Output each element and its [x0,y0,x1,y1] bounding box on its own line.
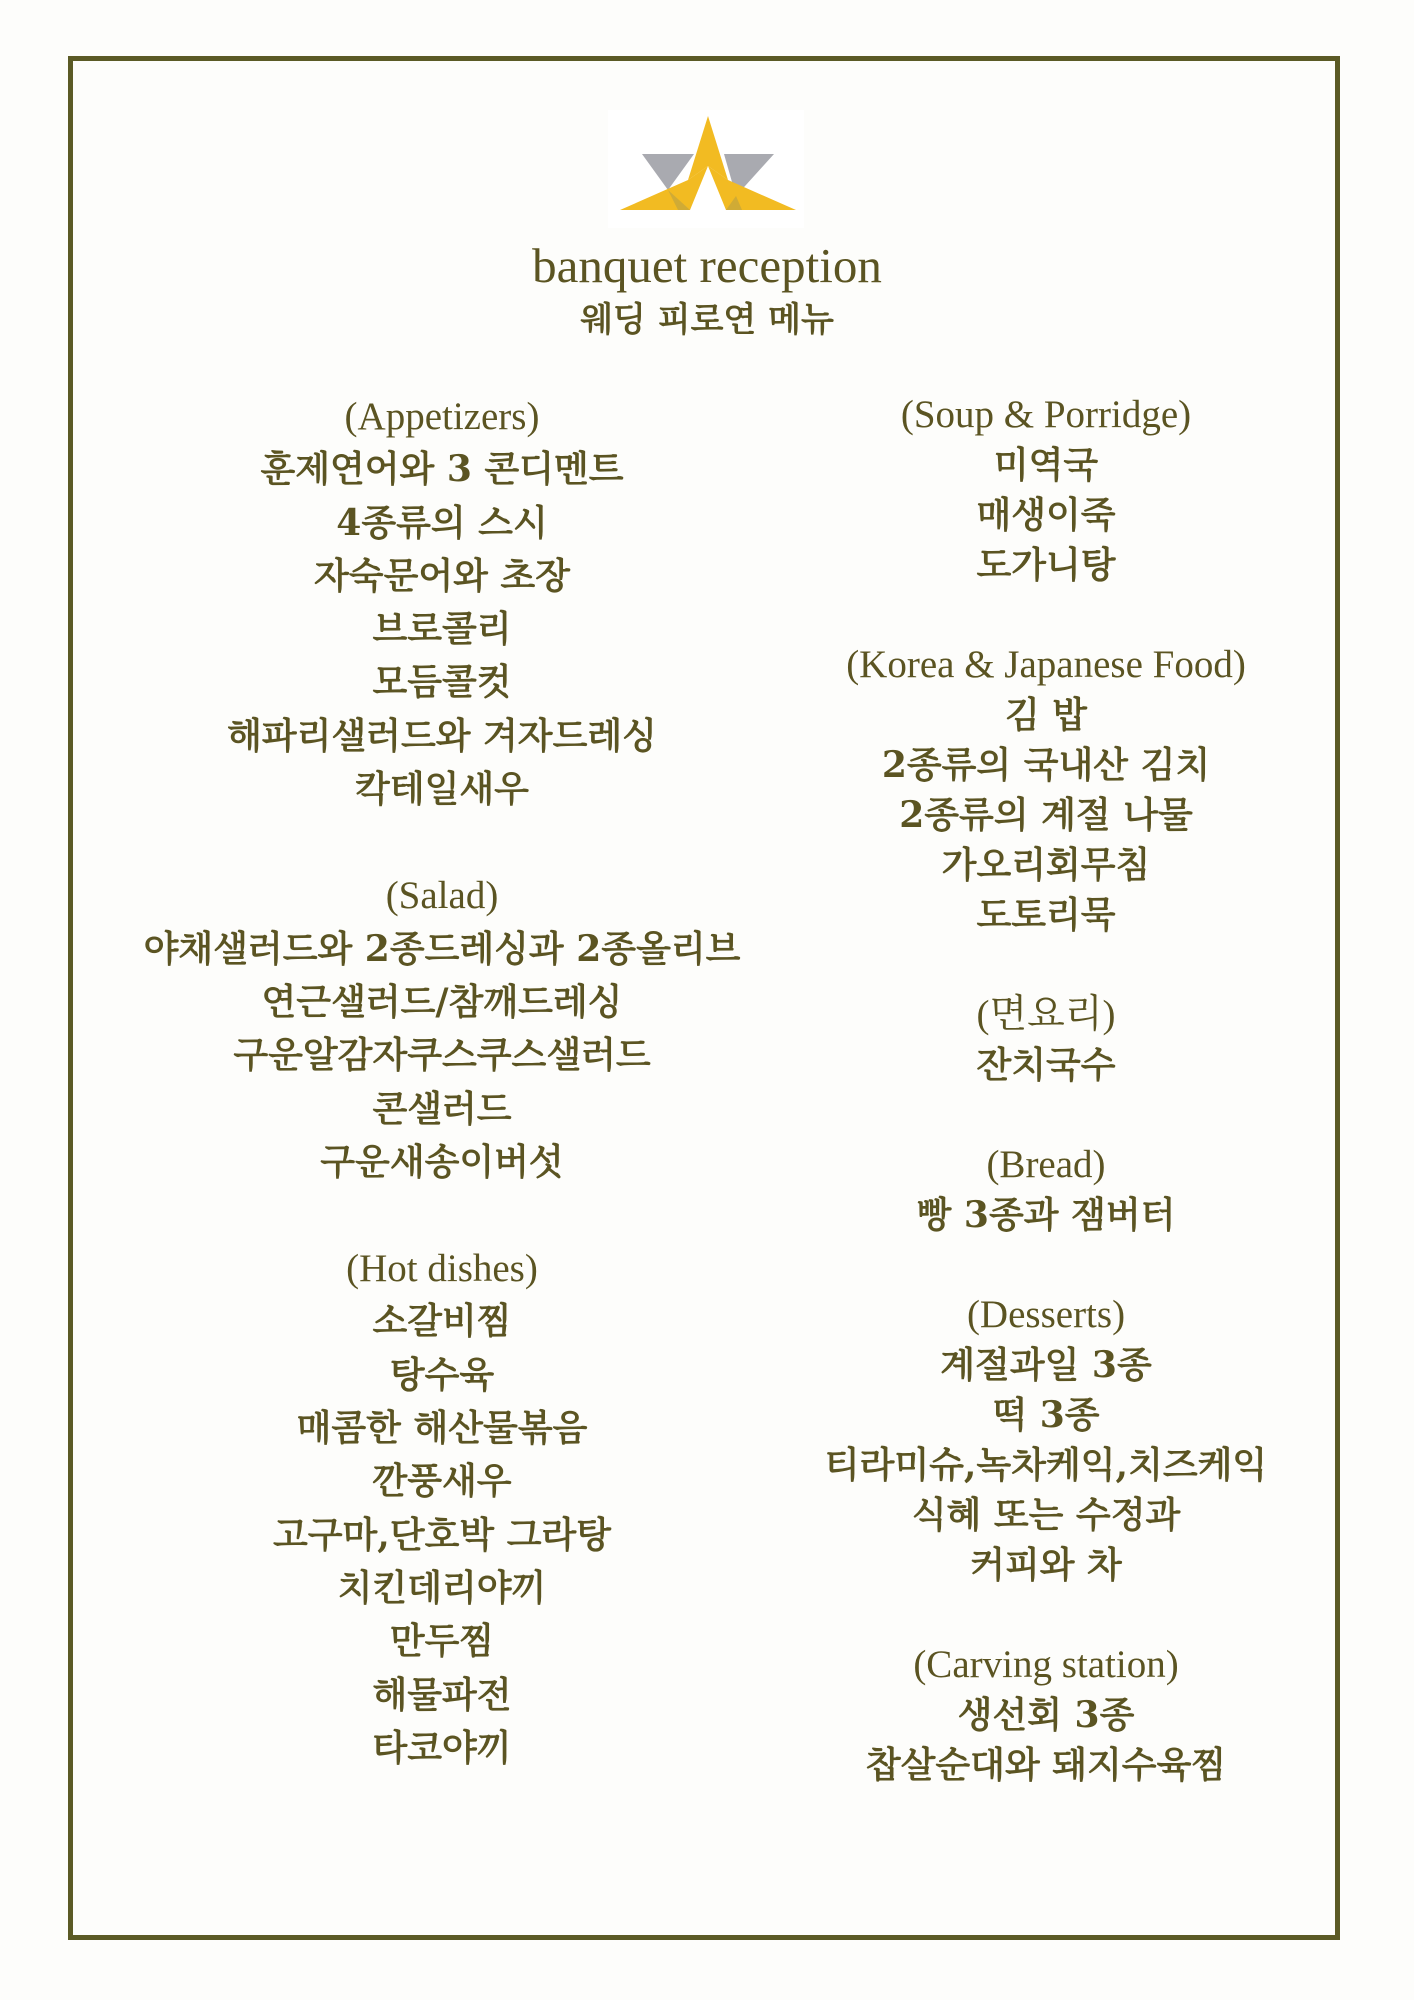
menu-item: 만두찜 [389,1620,495,1663]
page-title: banquet reception [532,238,882,293]
menu-item: 2종류의 국내산 김치 [881,744,1211,786]
section-heading: (Desserts) [966,1293,1126,1336]
menu-item: 깐풍새우 [372,1460,512,1503]
menu-item: 잔치국수 [976,1044,1116,1086]
menu-item: 구운새송이버섯 [320,1140,564,1183]
menu-item: 모듬콜컷 [372,661,512,704]
menu-item: 커피와 차 [970,1544,1122,1586]
menu-item: 해물파전 [372,1673,512,1716]
menu-item: 콘샐러드 [372,1087,512,1130]
section-heading: (Soup & Porridge) [900,393,1192,436]
section-korea-japanese [696,640,1396,940]
menu-left-column [92,390,792,1775]
section-bread [696,1140,1396,1240]
menu-item: 김 밥 [1004,694,1088,736]
menu-item: 훈제연어와 3 콘디멘트 [260,448,624,491]
menu-item: 브로콜리 [372,608,512,651]
menu-item: 가오리회무침 [941,844,1151,886]
section-soup-porridge [696,390,1396,590]
section-heading: (Appetizers) [344,395,540,438]
menu-item: 식혜 또는 수정과 [911,1494,1181,1536]
section-spacer [696,590,1396,640]
menu-item: 구운알감자쿠스쿠스샐러드 [233,1034,651,1077]
menu-item: 매생이죽 [976,494,1116,536]
menu-item: 계절과일 3종 [940,1344,1152,1386]
section-heading: (Korea & Japanese Food) [846,643,1246,686]
menu-item: 도토리묵 [976,894,1116,936]
menu-item: 칵테일새우 [355,768,529,811]
menu-item: 생선회 3종 [957,1694,1135,1736]
section-spacer [92,816,792,869]
menu-item: 빵 3종과 잼버터 [916,1194,1176,1236]
page-subtitle: 웨딩 피로연 메뉴 [580,300,834,340]
menu-item: 타코야끼 [372,1726,512,1769]
section-spacer [696,1590,1396,1640]
section-spacer [696,1090,1396,1140]
section-heading: (Salad) [385,874,499,918]
section-heading: (Bread) [986,1143,1106,1186]
menu-item: 2종류의 계절 나물 [899,794,1193,836]
menu-item: 도가니탕 [976,544,1116,586]
menu-item: 치킨데리야끼 [337,1566,547,1609]
section-salad [92,869,792,1189]
menu-item: 고구마,단호박 그라탕 [272,1513,612,1556]
menu-item: 미역국 [993,444,1099,486]
menu-item: 해파리샐러드와 겨자드레싱 [227,714,657,757]
section-spacer [696,940,1396,990]
menu-item: 4종류의 스시 [336,501,548,544]
menu-item: 자숙문어와 초장 [314,554,570,597]
menu-right-column [696,390,1396,1790]
section-carving-station [696,1640,1396,1790]
menu-item: 떡 3종 [992,1394,1100,1436]
section-spacer [92,1189,792,1242]
menu-item: 연근샐러드/참깨드레싱 [261,980,623,1023]
menu-item: 티라미슈,녹차케익,치즈케익 [824,1444,1268,1486]
star-logo-icon [608,110,804,228]
section-heading: (Hot dishes) [346,1247,538,1291]
section-heading: (면요리) [976,993,1116,1036]
menu-item: 야채샐러드와 2종드레싱과 2종올리브 [143,927,741,970]
menu-item: 탕수육 [389,1353,495,1396]
menu-item: 매콤한 해산물볶음 [296,1407,588,1450]
section-desserts [696,1290,1396,1590]
section-spacer [696,1240,1396,1290]
section-appetizers [92,390,792,816]
section-heading: (Carving station) [913,1643,1179,1686]
menu-item: 찹살순대와 돼지수육찜 [865,1744,1227,1786]
menu-item: 소갈비찜 [372,1300,512,1343]
section-noodles [696,990,1396,1090]
section-hot-dishes [92,1242,792,1775]
